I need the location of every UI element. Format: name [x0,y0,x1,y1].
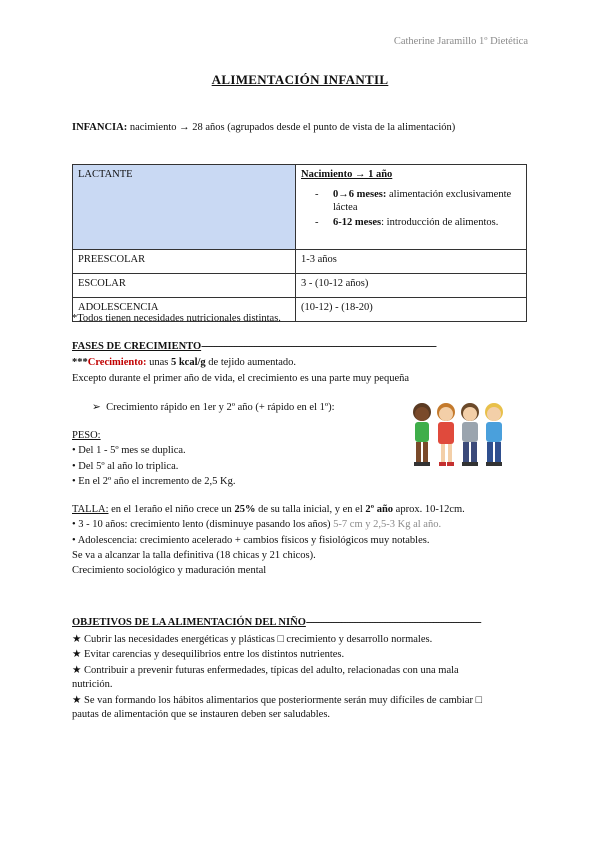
range-cell [296,165,527,250]
infancia-label: INFANCIA: [72,122,128,133]
peso-label: PESO: [72,430,101,441]
page-title: ALIMENTACIÓN INFANTIL [211,72,389,87]
list-item: nutrición. [72,679,113,690]
fases-heading: FASES DE CRECIMIENTO [72,341,202,352]
header-author: Catherine Jaramillo 1º Dietética [393,36,528,47]
list-item: • Del 1 - 5º mes se duplica. [72,445,186,456]
talla-line-3: • Adolescencia: crecimiento acelerado + cambios físicos y fisiológicos muy notables. [72,535,430,546]
table-note: *Todos tienen necesidades nutricionales distintas. [72,313,281,324]
list-item: ★ Evitar carencias y desequilibrios entre los distintos nutrientes. [72,649,345,660]
fases-dashes: ---------------------------------------------------------------------------------------------- [201,341,436,352]
fases-heading-line [72,341,436,352]
child-4 [485,403,503,466]
talla-line-1: TALLA: en el 1eraño el niño crece un 25% de su talla inicial, y en el 2º año aprox. 10-12cm. [72,504,465,515]
range-cell: (10-12) - (18-20) [296,298,527,322]
list-item: • En el 2º año el incremento de 2,5 Kg. [72,476,236,487]
crecimiento-label: Crecimiento: [87,357,147,368]
list-item: ★ Contribuir a prevenir futuras enfermedades, típicas del adulto, relacionadas con una mala [72,665,459,676]
talla-line-4: Se va a alcanzar la talla definitiva (18 chicas y 21 chicos). [72,550,316,561]
stage-cell: LACTANTE [73,165,296,250]
arrow-bullet-icon: ➢ [92,402,101,413]
list-item: - 6-12 meses: introducción de alimentos. [315,217,499,229]
table-row [73,165,527,250]
list-item: ★ Cubrir las necesidades energéticas y plásticas □ crecimiento y desarrollo normales. [72,634,433,645]
list-item: ★ Se van formando los hábitos alimentarios que posteriormente serán muy difíciles de cambiar □ [72,695,482,706]
list-item: - 0→6 meses: alimentación exclusivamente láctea [315,189,512,213]
objetivos-heading-line [72,617,481,628]
children-illustration [408,398,510,472]
stage-cell: ADOLESCENCIA [73,298,296,322]
talla-line-5: Crecimiento sociológico y maduración mental [72,565,267,576]
list-item: • Del 5º al año lo triplica. [72,461,179,472]
talla-line-2: • 3 - 10 años: crecimiento lento (disminuye pasando los años) 5-7 cm y 2,5-3 Kg al año. [72,519,442,530]
fases-line-1: ***Crecimiento: unas 5 kcal/g de tejido aumentado. [72,357,297,368]
infancia-text: nacimiento → 28 años (agrupados desde el punto de vista de la alimentación) [129,122,456,133]
fases-line-2: Excepto durante el primer año de vida, el crecimiento es una parte muy pequeña [72,373,410,384]
lactante-heading: Nacimiento → 1 año [301,169,393,180]
child-3 [461,403,479,466]
range-cell: 1-3 años [296,250,527,274]
table-row [73,274,527,298]
infancia-line [72,122,455,133]
child-1 [413,403,431,466]
stages-table [72,164,527,322]
objetivos-dashes: ---------------------------------------------------------------------- [305,617,481,628]
fases-bullet: ➢ Crecimiento rápido en 1er y 2º año (+ rápido en el 1º): [92,402,335,413]
objetivos-heading: OBJETIVOS DE LA ALIMENTACIÓN DEL NIÑO [72,617,306,628]
talla-label: TALLA: [72,504,109,515]
child-2 [437,403,455,466]
stage-cell: ESCOLAR [73,274,296,298]
stage-cell: PREESCOLAR [73,250,296,274]
table-row [73,250,527,274]
range-cell: 3 - (10-12 años) [296,274,527,298]
list-item: pautas de alimentación que se instauren deben ser saludables. [72,709,331,720]
